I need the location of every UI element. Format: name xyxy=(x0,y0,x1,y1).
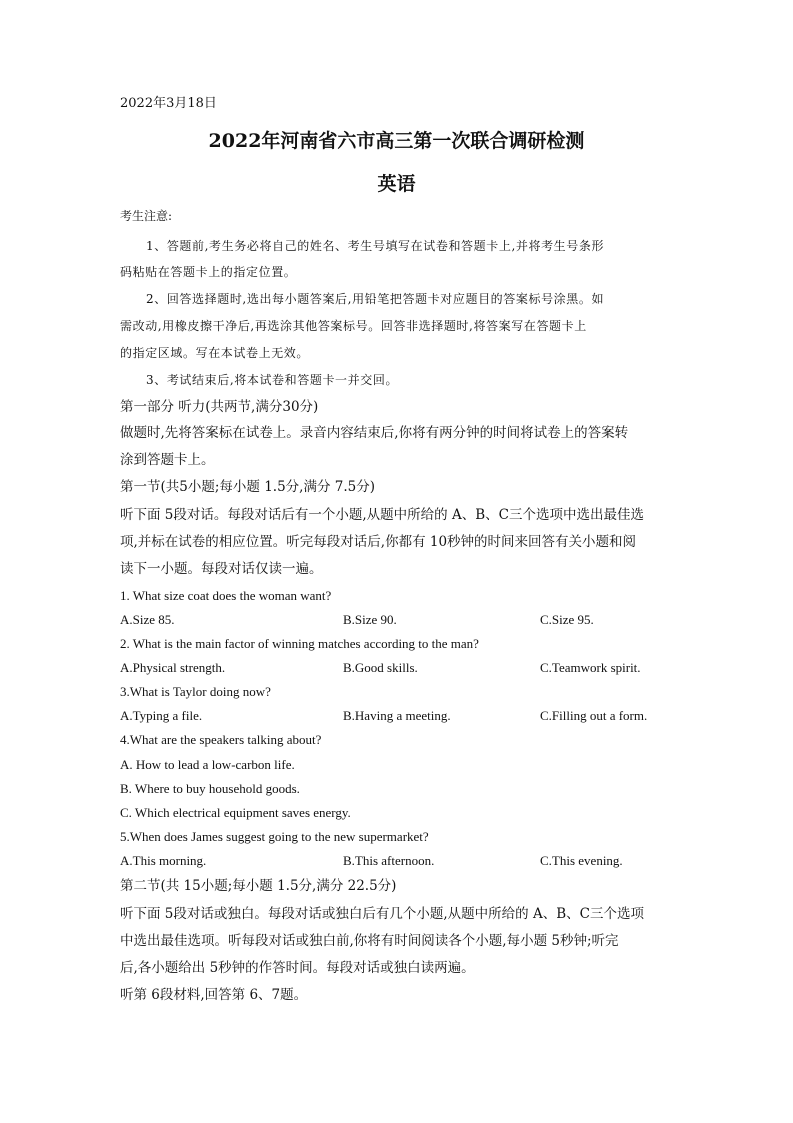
note-2-line-3: 的指定区域。写在本试卷上无效。 xyxy=(120,346,310,360)
question-3-option-a: A.Typing a file. xyxy=(120,708,203,723)
note-3-line-1: 3、考试结束后,将本试卷和答题卡一并交回。 xyxy=(146,373,399,387)
question-2-option-c: C.Teamwork spirit. xyxy=(540,660,641,675)
question-3-option-c: C.Filling out a form. xyxy=(540,708,648,723)
part1-heading: 第一部分 听力(共两节,满分30分) xyxy=(120,399,319,415)
question-1-option-a: A.Size 85. xyxy=(120,612,175,627)
question-5-option-a: A.This morning. xyxy=(120,853,207,868)
question-3-stem: 3.What is Taylor doing now? xyxy=(120,684,271,699)
question-5-stem: 5.When does James suggest going to the new supermarket? xyxy=(120,829,429,844)
notes-heading: 考生注意: xyxy=(120,209,173,223)
question-4-option-a: A. How to lead a low-carbon life. xyxy=(120,757,295,772)
note-1-line-1: 1、答题前,考生务必将自己的姓名、考生号填写在试卷和答题卡上,并将考生号条形 xyxy=(146,239,605,253)
part1-intro-line-1: 做题时,先将答案标在试卷上。录音内容结束后,你将有两分钟的时间将试卷上的答案转 xyxy=(120,425,629,441)
question-1-option-c: C.Size 95. xyxy=(540,612,594,627)
section2-intro-line-2: 中选出最佳选项。听每段对话或独白前,你将有时间阅读各个小题,每小题 5秒钟;听完 xyxy=(120,933,619,949)
section2-intro-line-1: 听下面 5段对话或独白。每段对话或独白后有几个小题,从题中所给的 A、B、C三个选项 xyxy=(120,906,644,922)
question-1-option-b: B.Size 90. xyxy=(343,612,397,627)
section1-intro-line-1: 听下面 5段对话。每段对话后有一个小题,从题中所给的 A、B、C三个选项中选出最佳选 xyxy=(120,507,644,523)
question-3-option-b: B.Having a meeting. xyxy=(343,708,451,723)
section1-heading: 第一节(共5小题;每小题 1.5分,满分 7.5分) xyxy=(120,479,375,495)
section1-intro-line-3: 读下一小题。每段对话仅读一遍。 xyxy=(120,561,323,577)
question-4-option-c: C. Which electrical equipment saves energy. xyxy=(120,805,351,820)
section2-heading: 第二节(共 15小题;每小题 1.5分,满分 22.5分) xyxy=(120,878,397,894)
question-4-option-b: B. Where to buy household goods. xyxy=(120,781,300,796)
exam-title: 2022年河南省六市高三第一次联合调研检测 xyxy=(208,130,585,152)
question-2-stem: 2. What is the main factor of winning matches according to the man? xyxy=(120,636,479,651)
question-2-option-b: B.Good skills. xyxy=(343,660,418,675)
material-6-instruction: 听第 6段材料,回答第 6、7题。 xyxy=(120,987,308,1003)
question-5-option-c: C.This evening. xyxy=(540,853,623,868)
section1-intro-line-2: 项,并标在试卷的相应位置。听完每段对话后,你都有 10秒钟的时间来回答有关小题和阅 xyxy=(120,534,637,550)
question-5-option-b: B.This afternoon. xyxy=(343,853,435,868)
note-1-line-2: 码粘贴在答题卡上的指定位置。 xyxy=(120,265,297,279)
question-4-stem: 4.What are the speakers talking about? xyxy=(120,732,322,747)
exam-date: 2022年3月18日 xyxy=(120,96,217,111)
question-1-stem: 1. What size coat does the woman want? xyxy=(120,588,332,603)
section2-intro-line-3: 后,各小题给出 5秒钟的作答时间。每段对话或独白读两遍。 xyxy=(120,960,475,976)
part1-intro-line-2: 涂到答题卡上。 xyxy=(120,452,215,468)
question-2-option-a: A.Physical strength. xyxy=(120,660,226,675)
note-2-line-2: 需改动,用橡皮擦干净后,再选涂其他答案标号。回答非选择题时,将答案写在答题卡上 xyxy=(120,319,587,333)
note-2-line-1: 2、回答选择题时,选出每小题答案后,用铅笔把答题卡对应题目的答案标号涂黑。如 xyxy=(146,292,605,306)
exam-subject: 英语 xyxy=(377,173,416,195)
